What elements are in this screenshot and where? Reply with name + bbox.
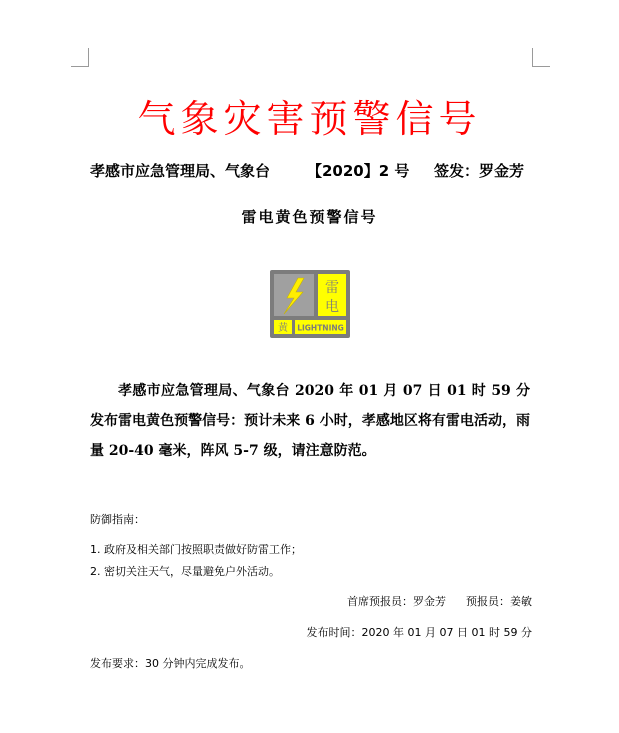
warning-subtitle: 雷电黄色预警信号 — [241, 208, 378, 226]
char-top: 雷 — [325, 280, 339, 296]
lightning-signal-graphic — [270, 270, 350, 338]
document-title: 气象灾害预警信号 — [137, 97, 482, 141]
forecaster: 预报员：姜敏 — [466, 595, 532, 608]
forecasters-line — [347, 593, 532, 609]
level-char: 黄 — [278, 323, 288, 334]
chief-forecaster: 首席预报员：罗金芳 — [347, 595, 446, 608]
publish-requirement: 发布要求：30 分钟内完成发布。 — [90, 657, 251, 670]
document-number: 【2020】2 号 — [307, 162, 410, 180]
signer: 签发：罗金芳 — [434, 162, 525, 180]
warning-body: 孝感市应急管理局、气象台 2020 年 01 月 07 日 01 时 59 分发布雷电黄色预警信号：预计未来 6 小时，孝感地区将有雷电活动，雨量 20-40 毫米，阵风 5-7 级，请注意防范。 — [90, 383, 530, 459]
char-bottom: 电 — [325, 299, 339, 315]
lightning-label: LIGHTNING — [297, 323, 344, 333]
lightning-yellow-warning-icon — [270, 270, 350, 338]
guide-item: 2. 密切关注天气，尽量避免户外活动。 — [90, 565, 280, 578]
issuer: 孝感市应急管理局、气象台 — [90, 162, 271, 180]
crop-mark-top-right — [532, 48, 550, 67]
guide-title: 防御指南： — [90, 513, 145, 526]
guide-item: 1. 政府及相关部门按照职责做好防雷工作； — [90, 543, 302, 556]
crop-mark-top-left — [71, 48, 89, 67]
issue-time: 发布时间：2020 年 01 月 07 日 01 时 59 分 — [306, 626, 532, 639]
